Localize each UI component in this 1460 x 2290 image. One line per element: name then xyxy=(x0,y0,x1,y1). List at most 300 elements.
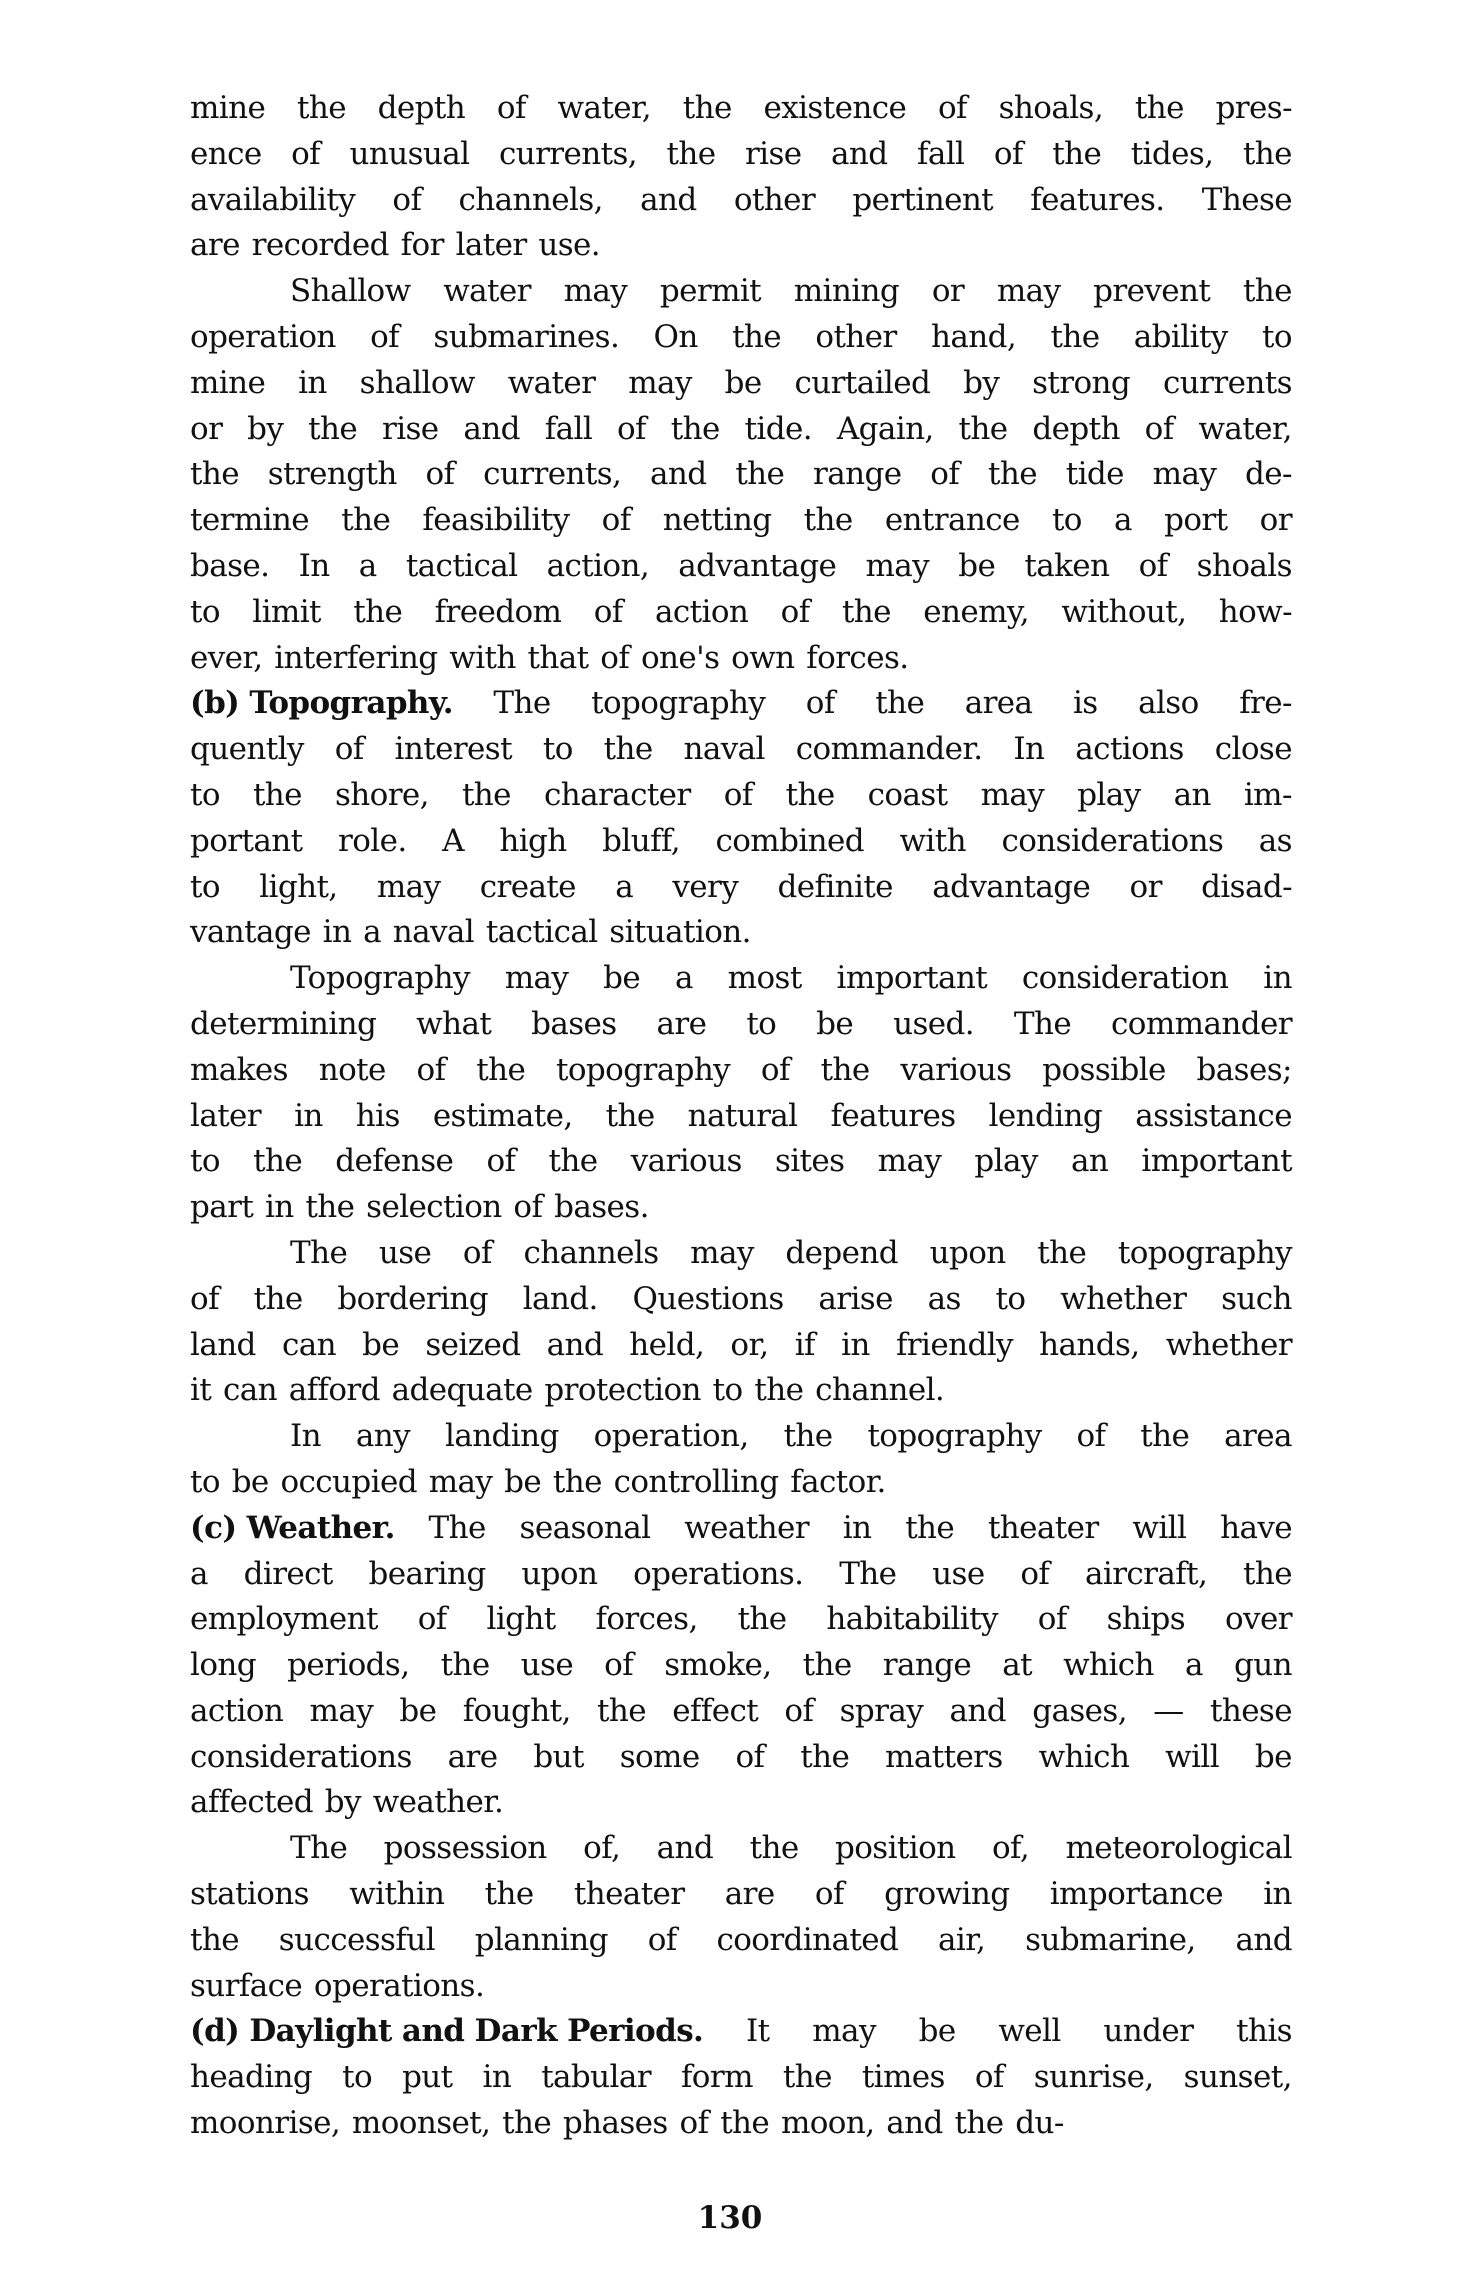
word: afford xyxy=(288,1372,380,1409)
word: The xyxy=(839,1555,897,1592)
paragraph-p1 xyxy=(190,86,1292,269)
word: estimate, xyxy=(432,1097,573,1134)
word: to xyxy=(746,1005,777,1042)
word: successful xyxy=(278,1921,435,1958)
text-line xyxy=(190,1231,1292,1277)
paragraph-p4 xyxy=(190,956,1292,1231)
word: im- xyxy=(1243,776,1292,813)
text-line xyxy=(190,1185,1292,1231)
word: of xyxy=(486,1143,516,1180)
word: of xyxy=(679,2105,709,2142)
word: may xyxy=(376,868,441,905)
word: topography xyxy=(591,685,766,722)
word: whether xyxy=(1165,1326,1292,1363)
word: the xyxy=(305,1189,355,1226)
word: recorded xyxy=(251,227,389,264)
word: selection xyxy=(366,1189,502,1226)
word: held, xyxy=(629,1326,705,1363)
word: direct xyxy=(243,1555,333,1592)
word: tide. xyxy=(744,410,812,447)
word: under xyxy=(1103,2013,1194,2050)
word: how- xyxy=(1218,593,1292,630)
word: of xyxy=(760,1051,790,1088)
word: bases xyxy=(531,1005,617,1042)
word: fall xyxy=(916,135,965,172)
word: put xyxy=(402,2059,453,2096)
word: depth xyxy=(1032,410,1120,447)
word: It xyxy=(746,2013,770,2050)
word: character xyxy=(543,776,691,813)
word: operations. xyxy=(633,1555,804,1592)
word: determining xyxy=(190,1005,377,1042)
word: upon xyxy=(929,1234,1006,1271)
paragraph-p9 xyxy=(190,2009,1292,2146)
word: considerations xyxy=(1001,822,1224,859)
word: and xyxy=(831,135,888,172)
text-line xyxy=(190,1368,1292,1414)
word: interfering xyxy=(274,639,438,676)
word: The xyxy=(1013,1005,1072,1042)
word: phases xyxy=(562,2105,668,2142)
word: shallow xyxy=(359,364,475,401)
word: employment xyxy=(190,1601,378,1638)
word: use. xyxy=(538,227,601,264)
word: by xyxy=(247,410,284,447)
word: in xyxy=(264,1189,294,1226)
word: of xyxy=(937,90,967,126)
word: an xyxy=(1070,1143,1109,1180)
text-line xyxy=(190,498,1292,544)
word: the xyxy=(875,685,925,722)
word: hand, xyxy=(931,318,1017,355)
word: and xyxy=(546,1326,604,1363)
word: sunset, xyxy=(1183,2059,1292,2096)
word: a xyxy=(1184,1647,1203,1684)
word: play xyxy=(1077,776,1141,813)
word: of xyxy=(723,776,753,813)
word: definite xyxy=(777,868,893,905)
word: affected xyxy=(190,1784,313,1821)
text-line xyxy=(190,910,1292,956)
word: water xyxy=(507,364,596,401)
word: moonrise, xyxy=(190,2105,341,2142)
word: pertinent xyxy=(852,181,994,218)
word: to xyxy=(712,1372,743,1409)
word: A xyxy=(442,822,464,859)
word: sites xyxy=(774,1143,845,1180)
word: topography xyxy=(556,1051,731,1088)
word: will xyxy=(1132,1509,1187,1546)
word: On xyxy=(653,318,698,355)
word: fre- xyxy=(1239,685,1292,722)
word: pres- xyxy=(1215,90,1292,126)
text-line xyxy=(190,727,1292,773)
word: operations. xyxy=(313,1967,485,2004)
word: in xyxy=(1263,1876,1292,1913)
word: In xyxy=(298,547,330,584)
word: naval xyxy=(683,731,765,768)
word: close xyxy=(1214,731,1292,768)
word: surface xyxy=(190,1967,303,2004)
word: with xyxy=(449,639,516,676)
word: may xyxy=(812,2013,876,2050)
word: entrance xyxy=(884,502,1020,539)
page-number: 130 xyxy=(697,2200,763,2236)
word: interest xyxy=(394,731,512,768)
text-line xyxy=(190,819,1292,865)
text-line xyxy=(190,1139,1292,1185)
word: may xyxy=(877,1143,942,1180)
word: availability xyxy=(190,181,356,218)
word: bluff, xyxy=(602,822,680,859)
word: The xyxy=(428,1509,486,1546)
word: use xyxy=(520,1647,574,1684)
word: water, xyxy=(1198,410,1292,447)
word: de- xyxy=(1245,456,1292,493)
word: the xyxy=(1242,273,1292,310)
text-line xyxy=(190,773,1292,819)
word: or xyxy=(1259,502,1292,539)
word: the xyxy=(440,1647,490,1684)
word: fought, xyxy=(462,1692,571,1729)
word: be xyxy=(231,1463,269,1500)
word: natural xyxy=(687,1097,798,1134)
word: rise xyxy=(744,135,802,172)
word: role. xyxy=(337,822,407,859)
word: seized xyxy=(425,1326,521,1363)
word: occupied xyxy=(280,1463,417,1500)
word: actions xyxy=(1075,731,1184,768)
word: and xyxy=(656,1830,714,1867)
text-line xyxy=(190,223,1292,269)
word: which xyxy=(1063,1647,1154,1684)
text-line xyxy=(190,2101,1292,2147)
text-line xyxy=(190,1002,1292,1048)
word: land xyxy=(190,1326,256,1363)
word: a xyxy=(190,1555,208,1592)
word: the xyxy=(476,1051,526,1088)
word: later xyxy=(455,227,527,264)
text-line xyxy=(190,269,1292,315)
word: most xyxy=(727,960,802,997)
word: of xyxy=(616,410,646,447)
word: part xyxy=(190,1189,254,1226)
word: and xyxy=(949,1692,1006,1729)
word: importance xyxy=(1049,1876,1223,1913)
word: the xyxy=(803,502,853,539)
word: be xyxy=(504,1463,542,1500)
word: ever, xyxy=(190,639,263,676)
word: in xyxy=(482,2059,512,2096)
word: some xyxy=(619,1738,700,1775)
word: currents, xyxy=(498,135,638,172)
word: adequate xyxy=(391,1372,533,1409)
text-line xyxy=(190,361,1292,407)
word: the xyxy=(252,776,302,813)
word: tactical xyxy=(485,914,598,951)
word: depth xyxy=(377,90,466,126)
word: ability xyxy=(1133,318,1228,355)
word: are xyxy=(724,1876,775,1913)
word: may xyxy=(563,273,628,310)
text-line xyxy=(190,1277,1292,1323)
word: situation. xyxy=(609,914,751,951)
word: forces, xyxy=(595,1601,698,1638)
word: These xyxy=(1201,181,1292,218)
word: and xyxy=(640,181,697,218)
word: disad- xyxy=(1201,868,1292,905)
word: have xyxy=(1220,1509,1292,1546)
word: these xyxy=(1209,1692,1292,1729)
word: a xyxy=(615,868,634,905)
word: planning xyxy=(474,1921,608,1958)
word: may xyxy=(1152,456,1217,493)
word: but xyxy=(533,1738,584,1775)
word: limit xyxy=(252,593,321,630)
word: of xyxy=(417,1601,447,1638)
word: his xyxy=(355,1097,400,1134)
text-line xyxy=(190,1414,1292,1460)
word: bases; xyxy=(1196,1051,1292,1088)
word: enemy, xyxy=(923,593,1029,630)
word: of xyxy=(416,1051,446,1088)
text-line xyxy=(190,544,1292,590)
word: sunrise, xyxy=(1033,2059,1154,2096)
word: features. xyxy=(1030,181,1165,218)
word: stations xyxy=(190,1876,309,1913)
text-line xyxy=(190,452,1292,498)
paragraph-p2 xyxy=(190,269,1292,681)
text-line xyxy=(190,865,1292,911)
word: In xyxy=(1013,731,1045,768)
word: features xyxy=(830,1097,956,1134)
word: and xyxy=(1235,1921,1292,1958)
word: port xyxy=(1164,502,1228,539)
word: possession xyxy=(383,1830,547,1867)
word: the xyxy=(682,90,732,126)
word: tabular xyxy=(541,2059,651,2096)
word: Shallow xyxy=(290,273,411,310)
word: can xyxy=(281,1326,336,1363)
word: In xyxy=(290,1418,322,1455)
word: netting xyxy=(662,502,772,539)
word: be xyxy=(362,1326,400,1363)
word: of xyxy=(1138,547,1168,584)
word: to xyxy=(190,776,220,813)
word: permit xyxy=(659,273,762,310)
word: commander. xyxy=(795,731,983,768)
word: the xyxy=(341,502,391,539)
word: be xyxy=(399,1692,437,1729)
word: action xyxy=(190,1692,284,1729)
word: over xyxy=(1224,1601,1292,1638)
word: important xyxy=(836,960,988,997)
word: what xyxy=(416,1005,492,1042)
word: very xyxy=(672,868,739,905)
word: bordering xyxy=(337,1280,489,1317)
word: or xyxy=(931,273,965,310)
word: the xyxy=(548,1143,598,1180)
word: currents xyxy=(1163,364,1292,401)
word: position xyxy=(835,1830,956,1867)
word: base. xyxy=(190,547,270,584)
word: of xyxy=(780,593,810,630)
word: to xyxy=(1051,502,1082,539)
word: the xyxy=(785,776,835,813)
word: may xyxy=(980,776,1045,813)
word: of xyxy=(604,1647,634,1684)
text-line xyxy=(190,407,1292,453)
word: heading xyxy=(190,2059,313,2096)
word: consideration xyxy=(1021,960,1229,997)
word: land. xyxy=(522,1280,598,1317)
word: also xyxy=(1138,685,1199,722)
word: the xyxy=(666,135,716,172)
word: action xyxy=(655,593,749,630)
word: the xyxy=(783,1418,833,1455)
word: and xyxy=(650,456,707,493)
word: the xyxy=(1243,1555,1292,1592)
word: of xyxy=(370,318,400,355)
text-line xyxy=(190,636,1292,682)
word: operation xyxy=(190,318,336,355)
word: du- xyxy=(1015,2105,1064,2142)
word: the xyxy=(954,2105,1004,2142)
word: of xyxy=(993,135,1023,172)
text-line xyxy=(190,590,1292,636)
word: such xyxy=(1221,1280,1292,1317)
word: topography xyxy=(867,1418,1042,1455)
word: forces. xyxy=(806,639,909,676)
word: with xyxy=(899,822,966,859)
word: taken xyxy=(1024,547,1110,584)
word: of xyxy=(496,90,526,126)
word: the xyxy=(552,1463,602,1500)
word: strong xyxy=(1032,364,1131,401)
word: other xyxy=(815,318,897,355)
word: the xyxy=(735,456,785,493)
word: coast xyxy=(867,776,948,813)
word: the xyxy=(296,90,346,126)
word: The xyxy=(290,1234,348,1271)
word: shoals, xyxy=(998,90,1104,126)
word: the xyxy=(603,731,653,768)
word: currents, xyxy=(483,456,622,493)
word: operation, xyxy=(593,1418,749,1455)
word: to xyxy=(342,2059,373,2096)
word: protection xyxy=(544,1372,701,1409)
word: be xyxy=(603,960,641,997)
word: mining xyxy=(793,273,900,310)
word: curtailed xyxy=(794,364,931,401)
word: the xyxy=(1037,1234,1087,1271)
word: if xyxy=(794,1326,815,1363)
word: used. xyxy=(893,1005,974,1042)
word: assistance xyxy=(1135,1097,1292,1134)
word: to xyxy=(995,1280,1026,1317)
word: topography xyxy=(1117,1234,1292,1271)
text-line xyxy=(190,681,1292,727)
word: arise xyxy=(818,1280,893,1317)
word: are xyxy=(190,227,240,264)
word: makes xyxy=(190,1051,288,1088)
word: may xyxy=(504,960,569,997)
word: long xyxy=(190,1647,256,1684)
word: The xyxy=(290,1830,348,1867)
word: theater xyxy=(573,1876,685,1913)
word: seasonal xyxy=(519,1509,651,1546)
word: may xyxy=(309,1692,374,1729)
word: of xyxy=(647,1921,677,1958)
word: the xyxy=(841,593,891,630)
word: bearing xyxy=(368,1555,486,1592)
word: the xyxy=(253,1143,303,1180)
text-line xyxy=(190,178,1292,224)
word: of xyxy=(462,1234,492,1271)
word: within xyxy=(349,1876,445,1913)
text-line xyxy=(190,1460,1292,1506)
word: the xyxy=(253,1280,303,1317)
word: feasibility xyxy=(422,502,570,539)
word: matters xyxy=(885,1738,1003,1775)
word: to xyxy=(190,1143,220,1180)
text-line xyxy=(190,1506,1292,1552)
word: termine xyxy=(190,502,310,539)
word: advantage xyxy=(932,868,1091,905)
word: the xyxy=(670,410,720,447)
word: channels xyxy=(523,1234,659,1271)
paragraph-p3 xyxy=(190,681,1292,956)
word: the xyxy=(720,2105,770,2142)
word: considerations xyxy=(190,1738,412,1775)
text-line xyxy=(190,956,1292,1002)
paragraph-p5 xyxy=(190,1231,1292,1414)
word: the xyxy=(190,1921,239,1958)
word: important xyxy=(1141,1143,1292,1180)
word: lending xyxy=(988,1097,1103,1134)
word: commander xyxy=(1111,1005,1292,1042)
word: times xyxy=(861,2059,945,2096)
word: growing xyxy=(884,1876,1010,1913)
word: may xyxy=(690,1234,754,1271)
text-line xyxy=(190,315,1292,361)
text-line xyxy=(190,1597,1292,1643)
word: in xyxy=(841,1326,870,1363)
word: a xyxy=(674,960,693,997)
word: The xyxy=(493,685,551,722)
word: the xyxy=(905,1509,955,1546)
word: of xyxy=(1144,410,1174,447)
word: this xyxy=(1236,2013,1292,2050)
word: create xyxy=(479,868,576,905)
word: later xyxy=(190,1097,262,1134)
word: submarines. xyxy=(433,318,620,355)
text-line xyxy=(190,1872,1292,1918)
word: are xyxy=(656,1005,707,1042)
word: the xyxy=(820,1051,870,1088)
word: may xyxy=(428,1463,493,1500)
word: the xyxy=(958,410,1008,447)
word: of xyxy=(974,2059,1004,2096)
word: tide xyxy=(1065,456,1124,493)
word: gases, xyxy=(1032,1692,1127,1729)
word: other xyxy=(733,181,816,218)
word: coordinated xyxy=(716,1921,899,1958)
word: the xyxy=(782,2059,832,2096)
word: be xyxy=(958,547,996,584)
word: combined xyxy=(715,822,864,859)
word: landing xyxy=(445,1418,559,1455)
